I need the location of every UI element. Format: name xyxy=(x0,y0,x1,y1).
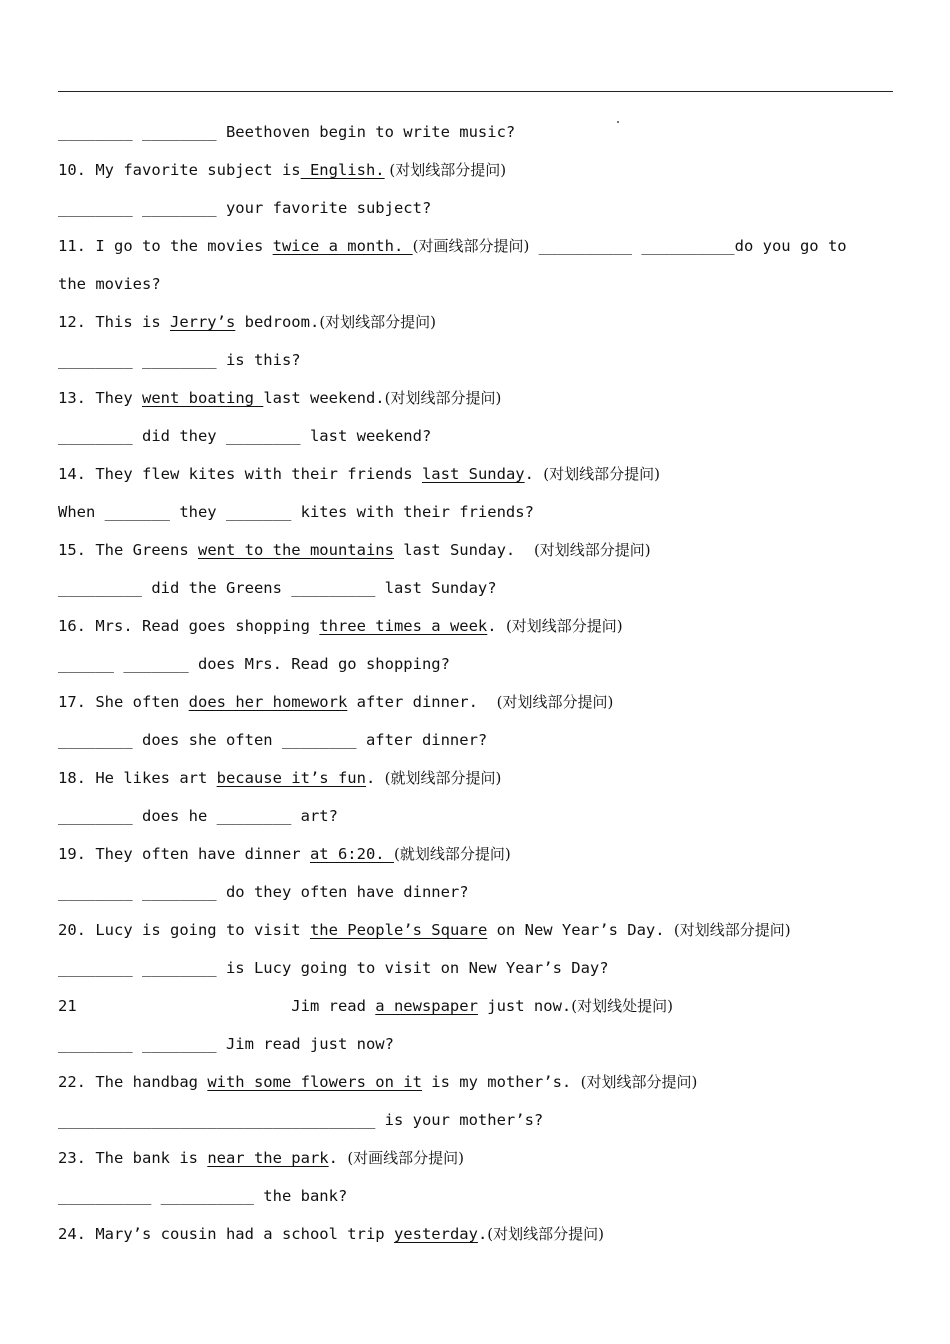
underlined-phrase: three times a week xyxy=(319,617,488,635)
sentence-text: just now. xyxy=(477,997,572,1015)
sentence-text: ________ ________ is this? xyxy=(58,351,301,369)
exercise-line xyxy=(58,1110,543,1130)
sentence-text: 23. The bank is xyxy=(58,1149,208,1167)
underlined-phrase: because it’s fun xyxy=(216,769,366,787)
sentence-text: _________ did the Greens _________ last Sunday? xyxy=(58,579,497,597)
underlined-phrase: does her homework xyxy=(188,693,348,711)
exercise-line xyxy=(58,806,338,826)
underlined-phrase: a newspaper xyxy=(375,997,478,1015)
underlined-phrase: the People’s Square xyxy=(309,921,488,939)
sentence-text: 19. They often have dinner xyxy=(58,845,310,863)
underlined-phrase: English. xyxy=(300,161,385,179)
sentence-text: last Sunday. xyxy=(393,541,534,559)
sentence-text: . xyxy=(365,769,385,787)
exercise-line xyxy=(58,426,431,446)
instruction-text: (对划线处提问) xyxy=(571,997,673,1015)
sentence-text: on New Year’s Day. xyxy=(487,921,674,939)
exercise-line xyxy=(58,236,847,256)
header-rule xyxy=(58,91,893,92)
underlined-phrase: last Sunday xyxy=(421,465,525,483)
sentence-text: 15. The Greens xyxy=(58,541,198,559)
exercise-line xyxy=(58,1224,604,1244)
underlined-phrase: twice a month. xyxy=(272,237,413,255)
sentence-text: When _______ they _______ kites with their friends? xyxy=(58,503,534,521)
exercise-line xyxy=(58,198,431,218)
sentence-text: ______ _______ does Mrs. Read go shopping? xyxy=(58,655,450,673)
instruction-text: (就划线部分提问) xyxy=(384,769,502,787)
sentence-text: . xyxy=(524,465,544,483)
sentence-text: after dinner. xyxy=(347,693,497,711)
exercise-line xyxy=(58,540,651,560)
sentence-text: ________ ________ your favorite subject? xyxy=(58,199,432,217)
sentence-text: last weekend. xyxy=(263,389,385,407)
sentence-text: 24. Mary’s cousin had a school trip xyxy=(58,1225,394,1243)
stray-dot xyxy=(617,121,619,123)
exercise-line xyxy=(58,654,450,674)
sentence-text: is my mother’s. xyxy=(421,1073,581,1091)
sentence-text: 16. Mrs. Read goes shopping xyxy=(58,617,320,635)
underlined-phrase: went boating xyxy=(142,389,264,407)
instruction-text: (对画线部分提问) xyxy=(412,237,530,255)
instruction-text: (对划线部分提问) xyxy=(533,541,651,559)
sentence-text: 11. I go to the movies xyxy=(58,237,273,255)
underlined-phrase: yesterday xyxy=(393,1225,478,1243)
instruction-text: (对划线部分提问) xyxy=(496,693,614,711)
sentence-text: the movies? xyxy=(58,275,161,293)
exercise-line xyxy=(58,844,511,864)
exercise-line xyxy=(58,312,436,332)
instruction-text: (对划线部分提问) xyxy=(487,1225,605,1243)
underlined-phrase: at 6:20. xyxy=(309,845,394,863)
exercise-line xyxy=(58,388,501,408)
sentence-text: 21 Jim read xyxy=(58,997,376,1015)
instruction-text: (对划线部分提问) xyxy=(319,313,437,331)
exercise-line xyxy=(58,160,506,180)
sentence-text: 12. This is xyxy=(58,313,170,331)
exercise-line xyxy=(58,920,791,940)
exercise-line xyxy=(58,274,161,294)
exercise-line xyxy=(58,958,609,978)
sentence-text: ________ did they ________ last weekend? xyxy=(58,427,432,445)
instruction-text: (对划线部分提问) xyxy=(673,921,791,939)
exercise-line xyxy=(58,1034,394,1054)
sentence-text: 14. They flew kites with their friends xyxy=(58,465,422,483)
sentence-text: __________ __________do you go to xyxy=(529,237,847,255)
sentence-text: 13. They xyxy=(58,389,142,407)
sentence-text: 22. The handbag xyxy=(58,1073,208,1091)
sentence-text: ________ ________ do they often have dinner? xyxy=(58,883,469,901)
sentence-text: 20. Lucy is going to visit xyxy=(58,921,310,939)
sentence-text: ________ does he ________ art? xyxy=(58,807,338,825)
sentence-text: 10. My favorite subject is xyxy=(58,161,301,179)
exercise-line xyxy=(58,1072,697,1092)
exercise-line xyxy=(58,1148,464,1168)
exercise-line xyxy=(58,502,534,522)
exercise-line xyxy=(58,692,613,712)
sentence-text: __________ __________ the bank? xyxy=(58,1187,348,1205)
underlined-phrase: Jerry’s xyxy=(169,313,236,331)
exercise-line xyxy=(58,996,673,1016)
instruction-text: (对画线部分提问) xyxy=(347,1149,465,1167)
exercise-line xyxy=(58,350,301,370)
underlined-phrase: went to the mountains xyxy=(197,541,394,559)
instruction-text: (对划线部分提问) xyxy=(505,617,623,635)
exercise-line xyxy=(58,122,515,142)
sentence-text: 18. He likes art xyxy=(58,769,217,787)
instruction-text: (对划线部分提问) xyxy=(543,465,660,483)
exercise-line xyxy=(58,768,501,788)
sentence-text: 17. She often xyxy=(58,693,189,711)
sentence-text: ________ ________ is Lucy going to visit on New Year’s Day? xyxy=(58,959,609,977)
sentence-text: . xyxy=(328,1149,348,1167)
underlined-phrase: with some flowers on it xyxy=(207,1073,422,1091)
underlined-phrase: near the park xyxy=(207,1149,329,1167)
exercise-line xyxy=(58,616,623,636)
sentence-text: . xyxy=(477,1225,488,1243)
sentence-text: ________ ________ Jim read just now? xyxy=(58,1035,394,1053)
exercise-line xyxy=(58,1186,347,1206)
instruction-text: (对划线部分提问) xyxy=(384,161,507,179)
exercise-line xyxy=(58,578,497,598)
sentence-text: bedroom. xyxy=(235,313,320,331)
exercise-line xyxy=(58,730,487,750)
sentence-text: ________ ________ Beethoven begin to write music? xyxy=(58,123,516,141)
sentence-text: ________ does she often ________ after dinner? xyxy=(58,731,488,749)
exercise-line xyxy=(58,464,660,484)
instruction-text: (对划线部分提问) xyxy=(384,389,502,407)
instruction-text: (对划线部分提问) xyxy=(580,1073,698,1091)
sentence-text: __________________________________ is your mother’s? xyxy=(58,1111,544,1129)
sentence-text: . xyxy=(487,617,506,635)
exercise-line xyxy=(58,882,469,902)
instruction-text: (就划线部分提问) xyxy=(393,845,511,863)
